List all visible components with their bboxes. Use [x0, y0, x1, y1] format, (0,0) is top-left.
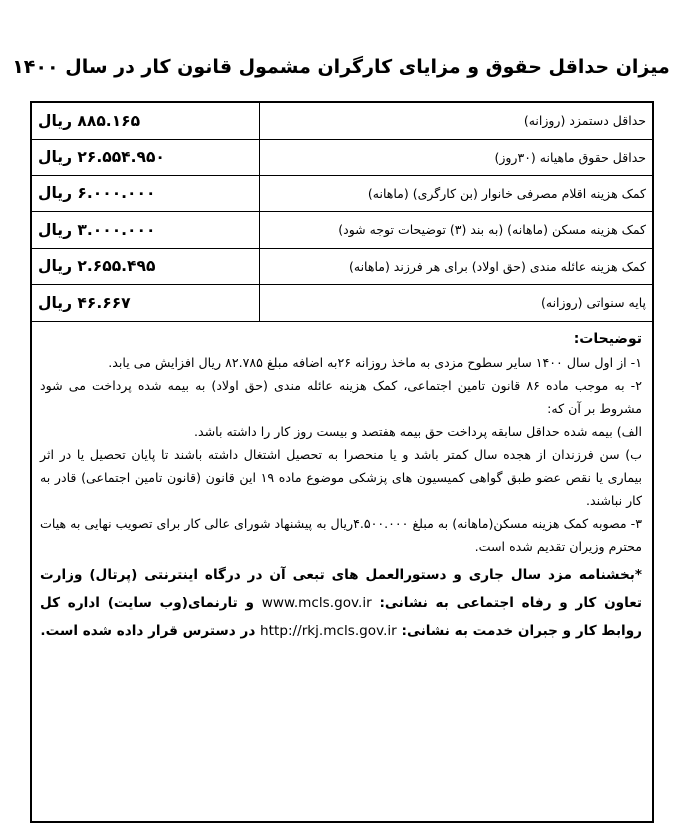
table-row [32, 284, 652, 321]
page-title: میزان حداقل حقوق و مزایای کارگران مشمول قانون کار در سال ۱۴۰۰ [12, 56, 670, 78]
row-label: حداقل دستمزد (روزانه) [260, 103, 653, 139]
row-value-text: ۲.۶۵۵.۴۹۵ ریال [38, 257, 156, 275]
row-label: کمک هزینه مسکن (ماهانه) (به بند (۳) توضیحات توجه شود) [260, 211, 653, 248]
row-label: حداقل حقوق ماهیانه (۳۰روز) [260, 139, 653, 175]
notes-title: توضیحات: [573, 331, 642, 347]
note-2-a: الف) بیمه شده حداقل سابقه پرداخت حق بیمه هفتصد و بیست روز کار را داشته باشد. [193, 424, 642, 439]
wage-table-box [30, 101, 654, 823]
notes-section [32, 321, 652, 821]
note-1: ۱- از اول سال ۱۴۰۰ سایر سطوح مزدی به ماخذ روزانه ۲۶به اضافه مبلغ ۸۲.۷۸۵ ریال افزایش می یابد. [108, 355, 642, 370]
portal-notice-part-2: و تارنمای(وب سایت) اداره کل روابط کار و جبران خدمت به نشانی: [40, 595, 642, 639]
row-value-text: ۶.۰۰۰.۰۰۰ ریال [38, 184, 156, 202]
portal-notice [40, 561, 642, 645]
row-value [32, 175, 260, 211]
row-value [32, 248, 260, 284]
ministry-link[interactable]: www.mcls.gov.ir [261, 595, 372, 611]
row-value [32, 103, 260, 139]
portal-notice-part-3: در دسترس قرار داده شده است. [40, 623, 256, 639]
table-row [32, 175, 652, 211]
table-row [32, 248, 652, 284]
row-label: کمک هزینه اقلام مصرفی خانوار (بن کارگری) (ماهانه) [260, 175, 653, 211]
row-label: کمک هزینه عائله مندی (حق اولاد) برای هر فرزند (ماهانه) [260, 248, 653, 284]
table-row [32, 211, 652, 248]
row-value [32, 139, 260, 175]
portal-notice-part-1: *بخشنامه مزد سال جاری و دستورالعمل های تبعی آن در درگاه اینترنتی (پرتال) وزارت تعاون کار و رفاه اجتماعی به نشانی: [40, 567, 643, 611]
wage-items-table [32, 103, 652, 322]
note-3: ۳- مصوبه کمک هزینه مسکن(ماهانه) به مبلغ ۴.۵۰۰.۰۰۰ریال به پیشنهاد شورای عالی کار برای تصویب نهایی به هیات محترم وزیران تقدیم شده است. [40, 516, 642, 554]
row-label: پایه سنواتی (روزانه) [260, 284, 653, 321]
row-value [32, 211, 260, 248]
row-value-text: ۴۶.۶۶۷ ریال [38, 293, 131, 312]
row-value-text: ۳.۰۰۰.۰۰۰ ریال [38, 220, 156, 239]
note-2-b: ب) سن فرزندان از هجده سال کمتر باشد و یا منحصرا به تحصیل اشتغال داشته باشند تا پایان تحصیل یا در اثر بیماری یا نقص عضو طبق گواهی کمیسیون های پزشکی موضوع ماده ۱۹ این قانون (قانون تامین اجتماعی) قادر به کار نباشند. [40, 447, 642, 508]
table-row [32, 139, 652, 175]
row-value [32, 284, 260, 321]
table-row [32, 103, 652, 139]
note-2: ۲- به موجب ماده ۸۶ قانون تامین اجتماعی، کمک هزینه عائله مندی (حق اولاد) به بیمه شده پرداخت می شود مشروط بر آن که: [40, 378, 642, 416]
rkj-link[interactable]: http://rkj.mcls.gov.ir [260, 623, 397, 639]
row-value-text: ۲۶.۵۵۴.۹۵۰ ریال [38, 148, 165, 166]
row-value-text: ۸۸۵.۱۶۵ ریال [38, 111, 141, 130]
